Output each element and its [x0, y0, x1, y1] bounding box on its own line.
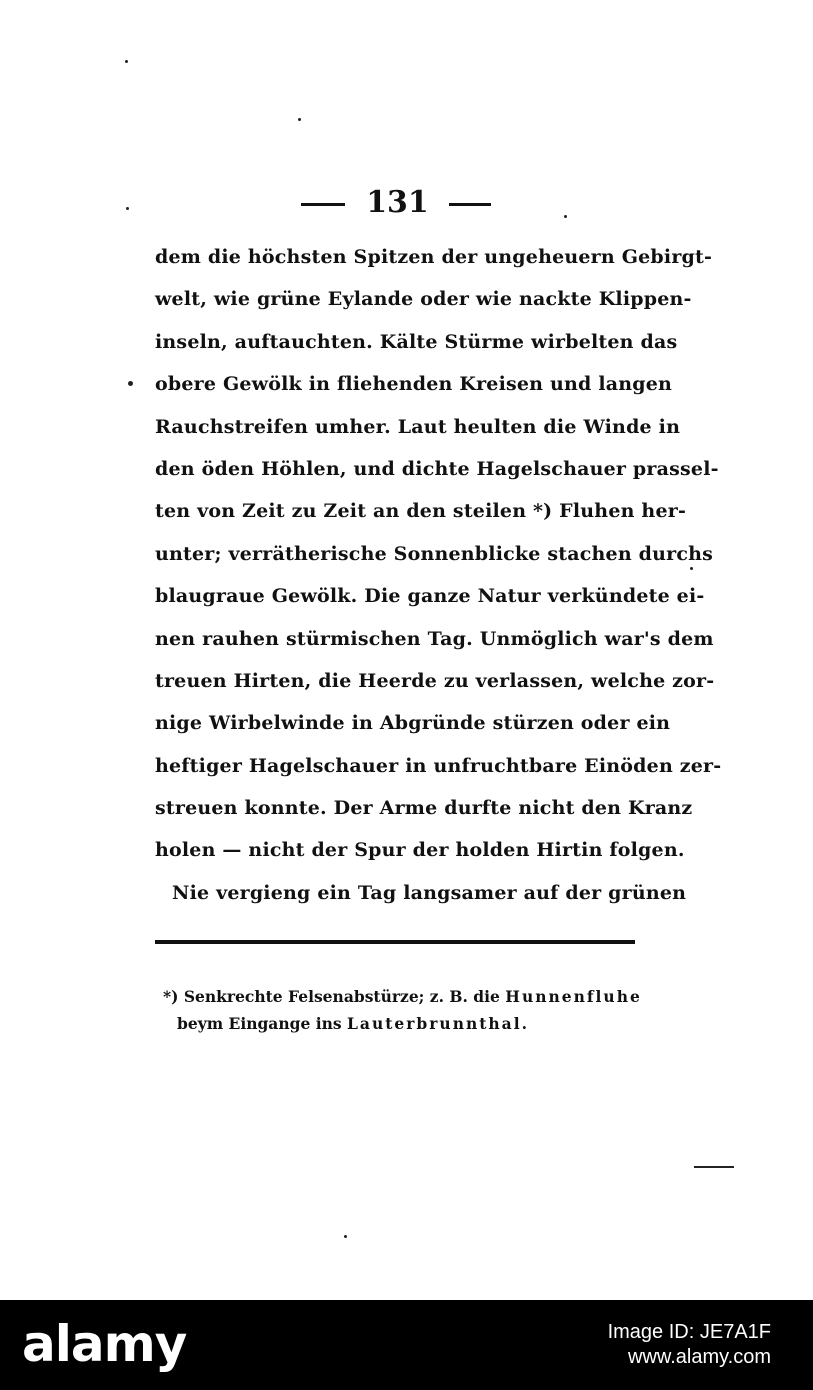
watermark-bar	[0, 1300, 813, 1390]
footnote-text: *) Senkrechte Felsenabstürze; z. B. die	[163, 987, 500, 1006]
footnote-separator-rule	[155, 940, 635, 944]
header-dash-left	[301, 203, 345, 206]
scan-speck	[344, 1235, 347, 1238]
footnote-spaced-term: Hunnenfluhe	[505, 987, 642, 1006]
text-line: streuen konnte. Der Arme durfte nicht den Kranz	[155, 797, 693, 820]
footnote-text: beym Eingange ins	[177, 1014, 342, 1033]
text-line: ten von Zeit zu Zeit an den steilen *) Fluhen her-	[155, 500, 687, 523]
footnote	[163, 983, 643, 1037]
text-line: heftiger Hagelschauer in unfruchtbare Einöden zer-	[155, 754, 722, 777]
scan-speck	[126, 207, 129, 210]
text-line: unter; verrätherische Sonnenblicke stachen durchs	[155, 542, 714, 565]
page-number: 131	[366, 185, 429, 220]
scan-speck	[298, 118, 301, 121]
scan-edge-mark	[694, 1166, 734, 1168]
text-line: inseln, auftauchten. Kälte Stürme wirbelten das	[155, 330, 678, 353]
header-dash-right	[449, 203, 491, 206]
scan-speck	[690, 567, 693, 570]
footnote-line	[163, 983, 643, 1010]
scan-speck	[125, 60, 128, 63]
scan-speck	[564, 215, 567, 218]
watermark-meta	[608, 1320, 771, 1370]
page-header	[0, 183, 813, 223]
text-line: treuen Hirten, die Heerde zu verlassen, welche zor-	[155, 669, 715, 692]
brand-logo: alamy	[22, 1315, 187, 1373]
body-text	[155, 236, 722, 914]
footnote-line	[163, 1010, 643, 1037]
text-line: nen rauhen stürmischen Tag. Unmöglich war's dem	[155, 627, 714, 650]
footnote-spaced-term: Lauterbrunnthal.	[347, 1014, 529, 1033]
text-line: nige Wirbelwinde in Abgründe stürzen oder ein	[155, 712, 671, 735]
text-line: obere Gewölk in fliehenden Kreisen und langen	[155, 373, 673, 396]
text-line: den öden Höhlen, und dichte Hagelschauer prassel-	[155, 457, 719, 480]
text-line: dem die höchsten Spitzen der ungeheuern Gebirgt-	[155, 246, 713, 268]
site-url: www.alamy.com	[628, 1346, 771, 1368]
text-line: Rauchstreifen umher. Laut heulten die Winde in	[155, 415, 681, 438]
text-line: holen — nicht der Spur der holden Hirtin folgen.	[155, 839, 685, 862]
scan-speck	[128, 381, 133, 386]
image-id-label: Image ID: JE7A1F	[607, 1321, 771, 1343]
paragraph-start-line: Nie vergieng ein Tag langsamer auf der grünen	[172, 881, 687, 904]
text-line: blaugraue Gewölk. Die ganze Natur verkündete ei-	[155, 585, 705, 608]
text-line: welt, wie grüne Eylande oder wie nackte Klippen-	[155, 288, 692, 311]
